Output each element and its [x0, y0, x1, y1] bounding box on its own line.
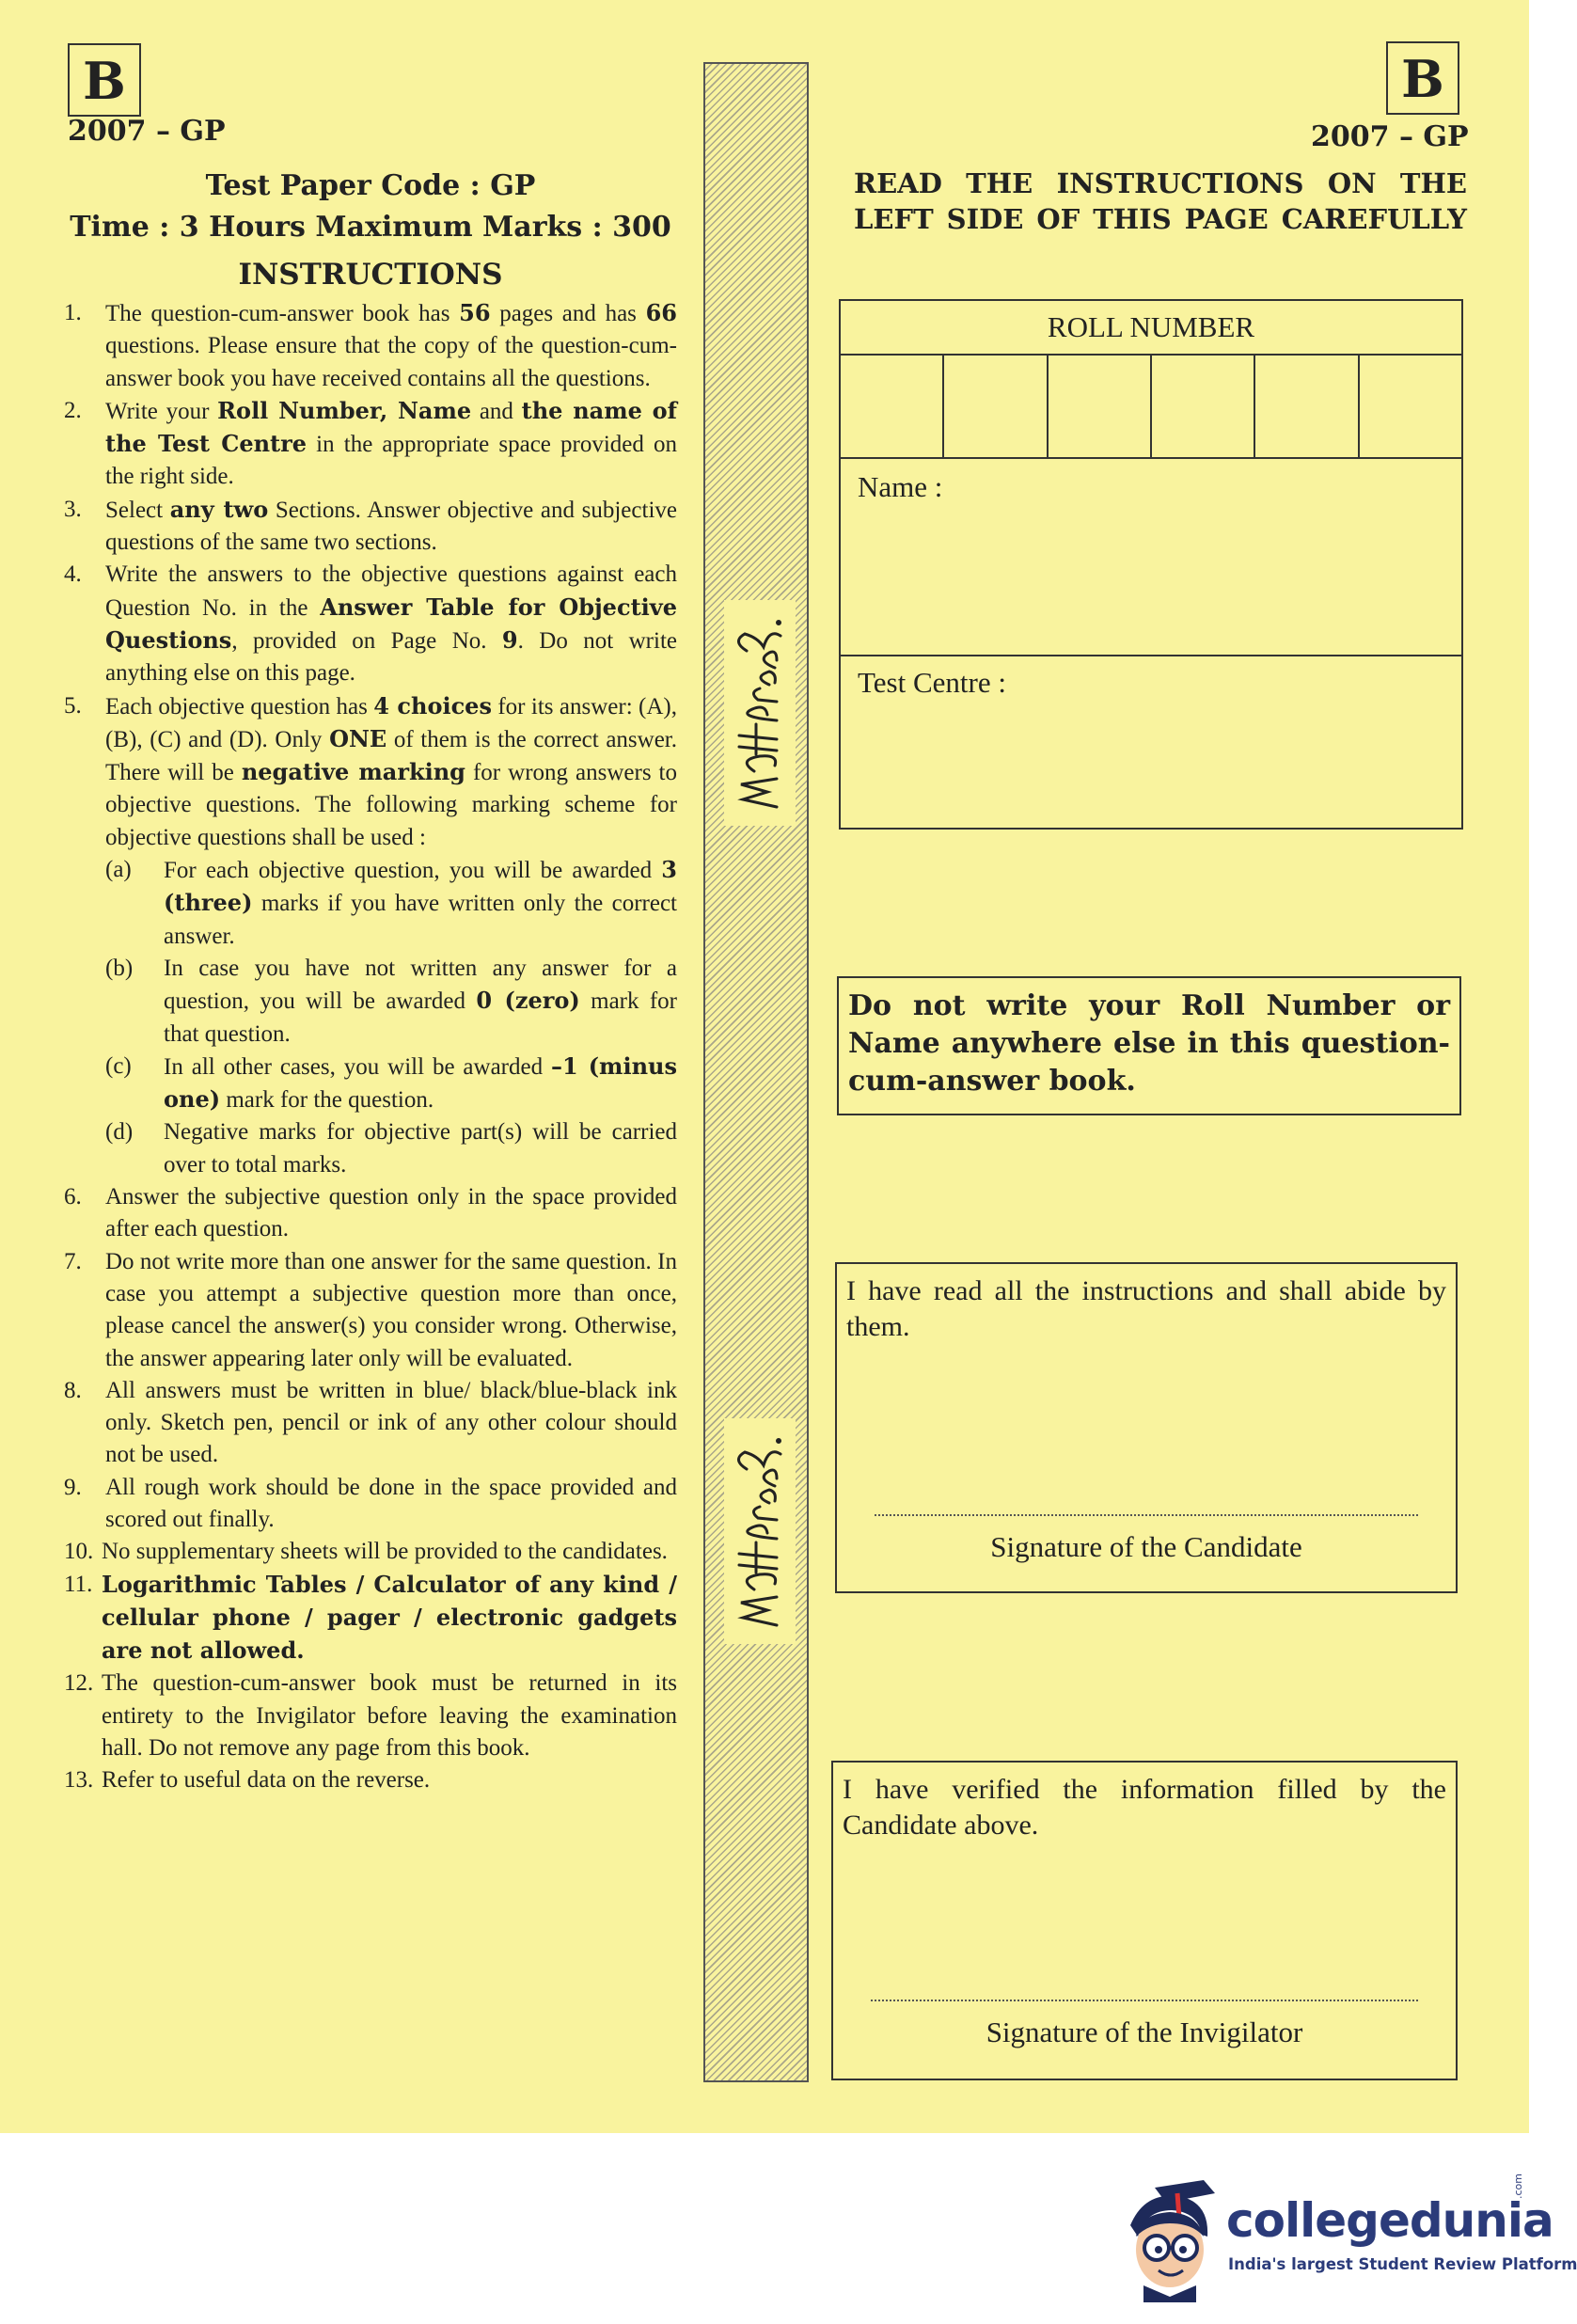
instruction-text: Write the answers to the objective questions against each Question No. in the Answer Table for Objective Questions, provided on Page No. 9. Do not write anything else on this page.: [105, 561, 677, 687]
marking-scheme-text: Negative marks for objective part(s) will be carried over to total marks.: [164, 1119, 677, 1178]
instruction-text: All rough work should be done in the space provided and scored out finally.: [105, 1474, 677, 1532]
marking-scheme-label: (d): [105, 1119, 134, 1146]
marking-scheme-item: [105, 953, 677, 1051]
signature-strip: [703, 62, 809, 2082]
instruction-text: All answers must be written in blue/ black/blue-black ink only. Sketch pen, pencil or ink of any other colour should not be used.: [105, 1377, 677, 1468]
candidate-declaration-text: I have read all the instructions and shall abide by them.: [846, 1275, 1446, 1342]
marking-scheme-text: For each objective question, you will be awarded 3 (three) marks if you have written only the correct answer.: [164, 856, 677, 949]
mascot-icon: [1117, 2180, 1221, 2302]
collegedunia-logo[interactable]: [1117, 2174, 1577, 2302]
instruction-number: 5.: [64, 692, 82, 719]
instruction-item: [64, 395, 677, 494]
marking-scheme-label: (c): [105, 1052, 132, 1079]
instruction-number: 3.: [64, 496, 82, 522]
invigilator-declaration-box: [831, 1761, 1458, 2080]
invigilator-declaration-text: I have verified the information filled by the Candidate above.: [843, 1774, 1446, 1841]
candidate-signature-label: Signature of the Candidate: [990, 1530, 1302, 1563]
instruction-text: No supplementary sheets will be provided to the candidates.: [102, 1539, 668, 1565]
instruction-number: 2.: [64, 397, 82, 423]
marking-scheme-label: (a): [105, 857, 132, 883]
instruction-number: 8.: [64, 1377, 82, 1403]
logo-domain: .com: [1512, 2174, 1524, 2199]
candidate-details-box: [839, 299, 1463, 830]
instruction-text: Do not write more than one answer for the same question. In case you attempt a subjective question more than once, please cancel the answer(s) you consider wrong. Otherwise, the answer appearing later only will be evaluated.: [105, 1248, 677, 1371]
official-signature-mark-bottom: [722, 1418, 797, 1644]
roll-number-cell[interactable]: [944, 356, 1048, 457]
instruction-number: 7.: [64, 1248, 82, 1274]
instruction-item: [64, 1375, 677, 1472]
instruction-item: [64, 559, 677, 689]
instruction-item: [64, 1569, 677, 1668]
instruction-item: [64, 1181, 677, 1246]
roll-number-cell[interactable]: [1049, 356, 1152, 457]
roll-number-cell[interactable]: [1152, 356, 1255, 457]
instruction-item: [64, 297, 677, 395]
set-letter-box-right: B: [1386, 41, 1459, 115]
roll-number-cell[interactable]: [1360, 356, 1461, 457]
instruction-number: 9.: [64, 1474, 82, 1500]
marking-scheme-item: [105, 1116, 677, 1181]
roll-number-cell[interactable]: [1255, 356, 1359, 457]
name-label: Name :: [858, 470, 943, 503]
roll-number-label: ROLL NUMBER: [841, 301, 1461, 356]
instruction-number: 13.: [64, 1767, 94, 1794]
instruction-item: [64, 1536, 677, 1568]
instruction-text: The question-cum-answer book has 56 pages and has 66 questions. Please ensure that the copy of the question-cum-answer book you have received contains all the questions.: [105, 299, 677, 391]
roll-number-cells: [841, 356, 1461, 459]
marking-scheme-item: [105, 854, 677, 953]
instruction-number: 12.: [64, 1670, 94, 1697]
warning-box: Do not write your Roll Number or Name anywhere else in this question-cum-answer book.: [837, 976, 1461, 1115]
instruction-item: [64, 690, 677, 1181]
instructions-list: [64, 297, 677, 1797]
candidate-signature-line[interactable]: [875, 1514, 1418, 1516]
marking-scheme-item: [105, 1051, 677, 1117]
marking-scheme-text: In case you have not written any answer for a question, you will be awarded 0 (zero) mark for that question.: [164, 955, 677, 1047]
instruction-item: [64, 1246, 677, 1375]
instructions-column: [64, 166, 677, 1797]
name-field[interactable]: [841, 459, 1461, 656]
test-centre-label: Test Centre :: [858, 666, 1006, 699]
read-instructions-heading: READ THE INSTRUCTIONS ON THE LEFT SIDE OF THIS PAGE CAREFULLY: [854, 167, 1467, 235]
marking-scheme-label: (b): [105, 955, 134, 981]
marking-scheme-text: In all other cases, you will be awarded –1 (minus one) mark for the question.: [164, 1051, 677, 1114]
instruction-number: 1.: [64, 300, 82, 325]
instruction-number: 11.: [64, 1571, 93, 1597]
instruction-item: [64, 494, 677, 560]
logo-tagline: India's largest Student Review Platform: [1228, 2255, 1577, 2273]
instruction-item: [64, 1472, 677, 1537]
paper-code-right: 2007 – GP: [1311, 120, 1469, 153]
instruction-text: The question-cum-answer book must be returned in its entirety to the Invigilator before leaving the examination hall. Do not remove any page from this book.: [102, 1670, 677, 1762]
test-paper-code: Test Paper Code : GP: [205, 169, 536, 202]
instruction-text: Logarithmic Tables / Calculator of any kind / cellular phone / pager / electronic gadgets are not allowed.: [102, 1570, 677, 1665]
set-letter-box-left: B: [68, 43, 141, 117]
instruction-text: Write your Roll Number, Name and the name of the Test Centre in the appropriate space provided on the right side.: [105, 396, 678, 490]
instruction-text: Answer the subjective question only in the space provided after each question.: [105, 1184, 677, 1242]
instruction-number: 6.: [64, 1184, 82, 1210]
instructions-title: INSTRUCTIONS: [238, 258, 503, 292]
instruction-text: Select any two Sections. Answer objective and subjective questions of the same two sections.: [105, 495, 677, 556]
instruction-number: 4.: [64, 561, 82, 588]
instruction-text: Refer to useful data on the reverse.: [102, 1767, 431, 1794]
roll-number-cell[interactable]: [841, 356, 944, 457]
test-centre-field[interactable]: [841, 656, 1461, 709]
invigilator-signature-label: Signature of the Invigilator: [986, 2016, 1303, 2048]
invigilator-signature-line[interactable]: [871, 2000, 1418, 2001]
candidate-declaration-box: [835, 1262, 1458, 1593]
logo-wordmark: collegedunia: [1226, 2193, 1553, 2248]
paper-code-left: 2007 – GP: [68, 115, 226, 148]
instruction-text: Each objective question has 4 choices for its answer: (A), (B), (C) and (D). Only ONE of them is the correct answer. There will be negative marking for wrong answers to objective questions. The following marking scheme for objective questions shall be used :: [105, 691, 678, 850]
official-signature-mark-top: [722, 600, 797, 826]
instruction-number: 10.: [64, 1539, 94, 1565]
instruction-item: [64, 1668, 677, 1764]
time-and-marks: Time : 3 Hours Maximum Marks : 300: [70, 211, 671, 244]
instruction-item: [64, 1764, 677, 1796]
